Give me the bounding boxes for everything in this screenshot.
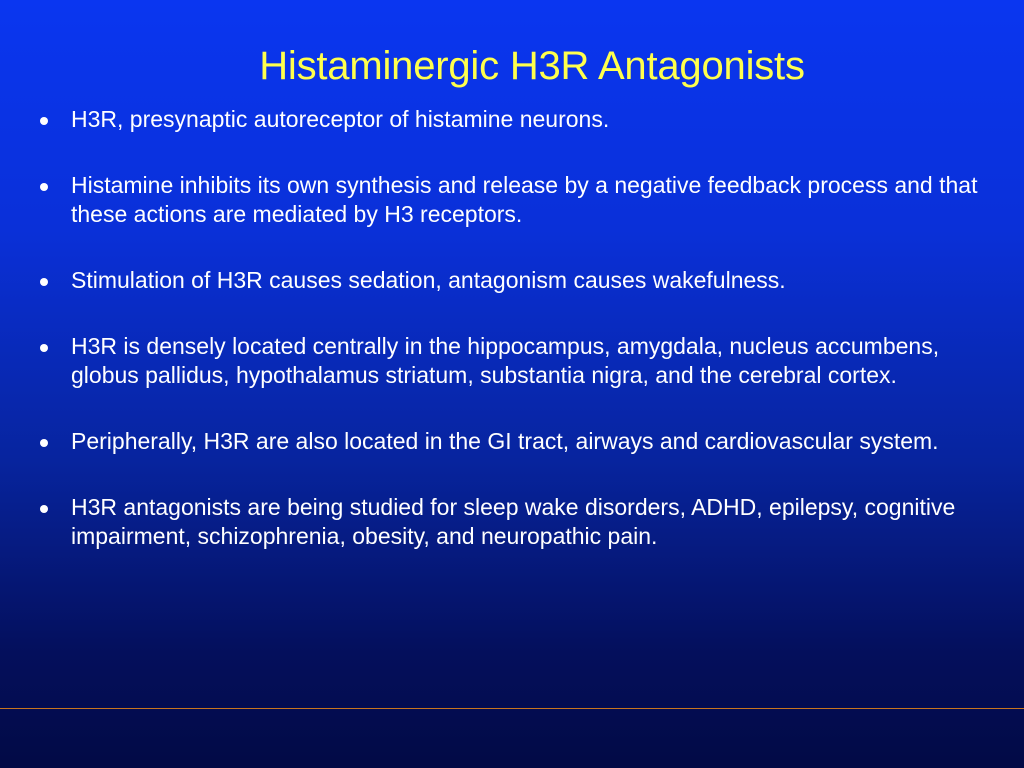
bullet-item xyxy=(40,105,990,134)
bullet-text: Stimulation of H3R causes sedation, antagonism causes wakefulness. xyxy=(71,267,786,293)
bullet-text: Peripherally, H3R are also located in the GI tract, airways and cardiovascular system. xyxy=(71,428,939,454)
bullet-dot-icon xyxy=(40,505,48,513)
bullet-item xyxy=(40,332,990,390)
bullet-item xyxy=(40,171,990,229)
slide-title: Histaminergic H3R Antagonists xyxy=(259,44,805,88)
bullet-text: H3R is densely located centrally in the hippocampus, amygdala, nucleus accumbens, globus pallidus, hypothalamus striatum, substantia nigra, and the cerebral cortex. xyxy=(71,333,940,388)
bullet-dot-icon xyxy=(40,183,48,191)
bullet-item xyxy=(40,493,990,551)
bullet-dot-icon xyxy=(40,278,48,286)
bullet-text: Histamine inhibits its own synthesis and release by a negative feedback process and that these actions are mediated by H3 receptors. xyxy=(71,172,978,227)
bullet-text: H3R antagonists are being studied for sleep wake disorders, ADHD, epilepsy, cognitive impairment, schizophrenia, obesity, and neuropathic pain. xyxy=(71,494,956,549)
bullet-dot-icon xyxy=(40,439,48,447)
bullet-dot-icon xyxy=(40,344,48,352)
bullet-item xyxy=(40,427,990,456)
bullet-text: H3R, presynaptic autoreceptor of histamine neurons. xyxy=(71,106,610,132)
bullet-dot-icon xyxy=(40,117,48,125)
bullet-item xyxy=(40,266,990,295)
bullet-list xyxy=(40,105,990,588)
bottom-divider xyxy=(0,708,1024,709)
